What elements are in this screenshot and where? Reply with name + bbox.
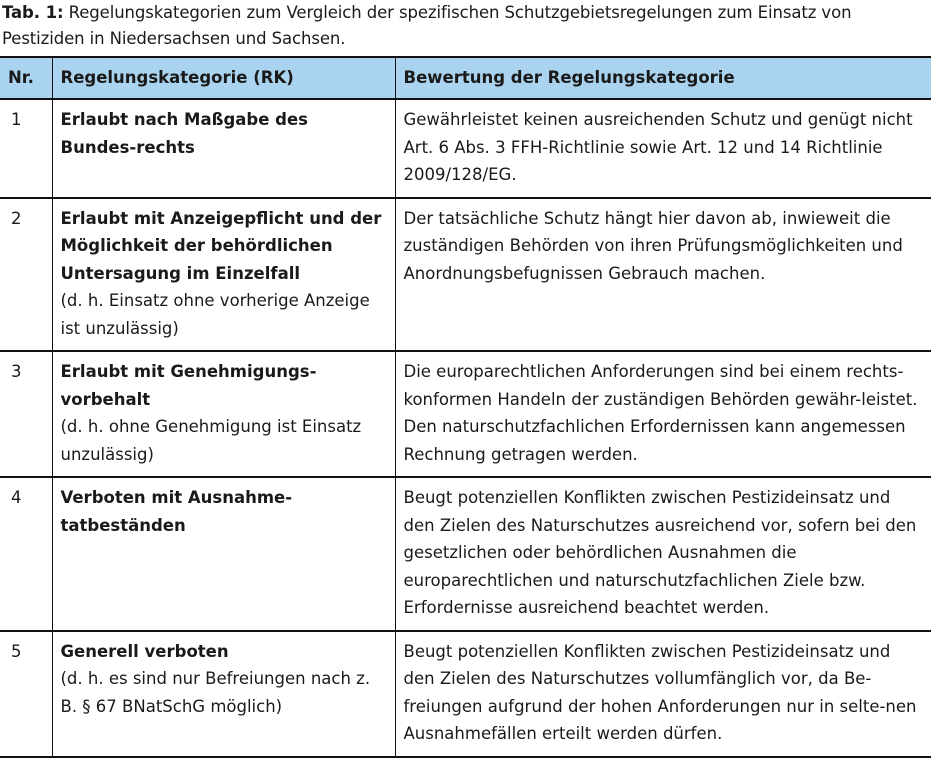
- table-row: [0, 351, 931, 477]
- header-row: [0, 57, 931, 99]
- regulation-table: [0, 56, 931, 758]
- category-cell: [52, 477, 395, 631]
- table-row: [0, 198, 931, 352]
- evaluation-cell: Gewährleistet keinen ausreichenden Schutz und genügt nicht Art. 6 Abs. 3 FFH-Richtlinie sowie Art. 12 und 14 Richtlinie 2009/128/EG.: [395, 99, 931, 198]
- header-category: Regelungskategorie (RK): [52, 57, 395, 99]
- category-cell: [52, 631, 395, 757]
- category-note: (d. h. es sind nur Befreiungen nach z. B. § 67 BNatSchG möglich): [60, 669, 371, 716]
- evaluation-cell: Der tatsächliche Schutz hängt hier davon ab, inwieweit die zuständigen Behörden von ihren Prüfungsmöglichkeiten und Anordnungsbefugnissen Gebrauch machen.: [395, 198, 931, 352]
- table-row: [0, 99, 931, 198]
- category-title: Erlaubt nach Maßgabe des Bundes-rechts: [60, 110, 308, 157]
- category-note: (d. h. Einsatz ohne vorherige Anzeige ist unzulässig): [60, 291, 370, 338]
- header-evaluation: Bewertung der Regelungskategorie: [395, 57, 931, 99]
- table-caption: [0, 0, 931, 56]
- row-number: 3: [0, 351, 52, 477]
- caption-text: Regelungskategorien zum Vergleich der spezifischen Schutzgebietsregelungen zum Einsatz von Pestiziden in Niedersachsen und Sachsen.: [2, 3, 852, 48]
- category-note: (d. h. ohne Genehmigung ist Einsatz unzulässig): [60, 417, 362, 464]
- row-number: 4: [0, 477, 52, 631]
- evaluation-cell: Beugt potenziellen Konflikten zwischen Pestizideinsatz und den Zielen des Naturschutzes vollumfänglich vor, da Be-freiungen aufgrund der hohen Anforderungen nur in selte-nen Ausnahmefällen erteilt werden dürfen.: [395, 631, 931, 757]
- evaluation-cell: Die europarechtlichen Anforderungen sind bei einem rechts-konformen Handeln der zuständigen Behörden gewähr-leistet. Den naturschutzfachlichen Erfordernissen kann angemessen Rechnung getragen werden.: [395, 351, 931, 477]
- category-cell: [52, 198, 395, 352]
- evaluation-cell: Beugt potenziellen Konflikten zwischen Pestizideinsatz und den Zielen des Naturschutzes ausreichend vor, sofern bei den gesetzlichen oder behördlichen Ausnahmen die europarechtlichen und naturschutzfachlichen Ziele bzw. Erfordernisse ausreichend beachtet werden.: [395, 477, 931, 631]
- category-title: Erlaubt mit Genehmigungs-vorbehalt: [60, 362, 317, 409]
- category-cell: [52, 351, 395, 477]
- table-row: [0, 631, 931, 757]
- header-nr: Nr.: [0, 57, 52, 99]
- table-row: [0, 477, 931, 631]
- category-title: Verboten mit Ausnahme-tatbeständen: [60, 488, 293, 535]
- category-title: Erlaubt mit Anzeigepflicht und der Möglichkeit der behördlichen Untersagung im Einzelfall: [60, 208, 382, 283]
- row-number: 1: [0, 99, 52, 198]
- category-cell: [52, 99, 395, 198]
- row-number: 5: [0, 631, 52, 757]
- caption-label: Tab. 1:: [2, 3, 64, 22]
- row-number: 2: [0, 198, 52, 352]
- category-title: Generell verboten: [60, 641, 229, 661]
